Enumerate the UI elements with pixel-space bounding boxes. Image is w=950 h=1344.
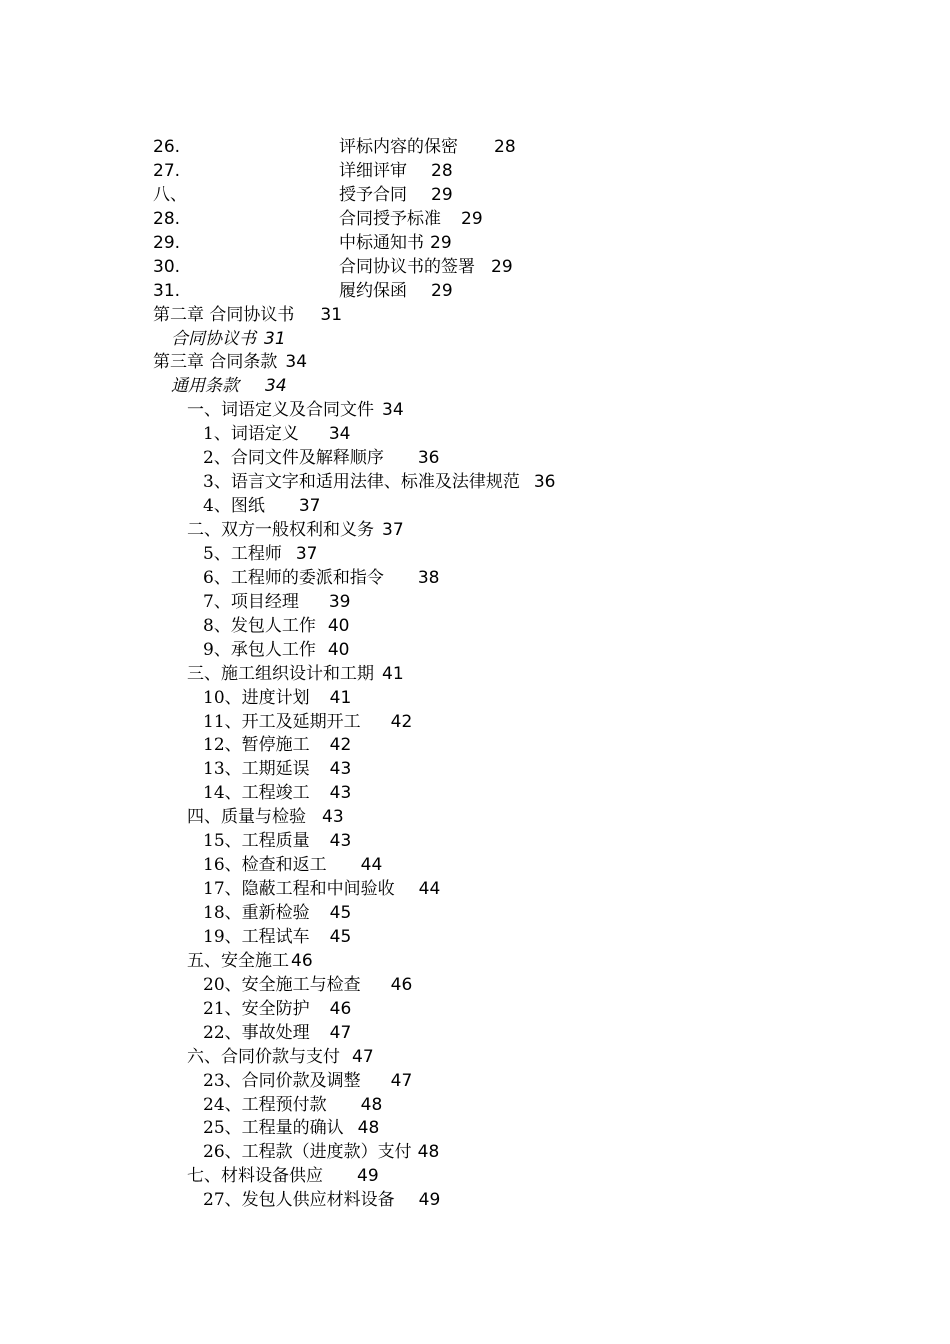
toc-entry-title: 9、承包人工作 [203, 639, 316, 660]
toc-entry[interactable] [153, 567, 873, 591]
toc-entry-title: 二、双方一般权利和义务 [187, 520, 374, 540]
toc-entry[interactable] [153, 687, 873, 711]
toc-entry[interactable] [153, 447, 873, 471]
toc-entry[interactable] [153, 878, 873, 902]
toc-entry-title: 通用条款 [171, 376, 239, 397]
toc-entry-number: 八、 [153, 184, 187, 205]
toc-entry-title: 合同授予标准 [339, 208, 441, 229]
toc-entry-page-number: 39 [328, 591, 351, 612]
toc-entry[interactable] [153, 950, 873, 974]
toc-entry-title: 10、进度计划 [203, 687, 310, 708]
toc-entry-page-number: 44 [418, 879, 441, 900]
toc-entry-title: 1、词语定义 [203, 424, 299, 445]
toc-entry-page-number: 47 [390, 1070, 413, 1091]
toc-entry-page-number: 34 [285, 352, 308, 373]
toc-entry-number: 30. [153, 256, 181, 277]
toc-entry-page-number: 31 [320, 304, 343, 325]
toc-entry-page-number: 43 [322, 807, 344, 828]
toc-entry-page-number: 40 [327, 615, 350, 636]
toc-entry-title: 一、词语定义及合同文件 [187, 400, 374, 421]
toc-entry-page-number: 42 [390, 711, 413, 732]
toc-entry-title: 履约保函 [339, 280, 407, 301]
toc-entry-number: 27. [153, 160, 181, 181]
toc-entry[interactable] [153, 399, 873, 423]
toc-entry[interactable] [153, 328, 873, 352]
toc-entry[interactable] [153, 1022, 873, 1046]
toc-entry-page-number: 36 [417, 448, 440, 469]
toc-entry[interactable] [153, 711, 873, 735]
toc-entry[interactable] [153, 734, 873, 758]
toc-entry-page-number: 29 [430, 232, 452, 253]
toc-entry-page-number: 29 [431, 184, 453, 205]
toc-entry-number: 26. [153, 137, 181, 157]
toc-entry[interactable] [153, 830, 873, 854]
toc-entry-title: 中标通知书 [339, 232, 424, 253]
toc-entry[interactable] [153, 758, 873, 782]
toc-entry[interactable] [153, 304, 873, 328]
toc-entry-title: 七、材料设备供应 [187, 1166, 323, 1187]
toc-entry-page-number: 48 [417, 1142, 440, 1163]
toc-entry-title: 五、安全施工 [187, 950, 289, 971]
toc-entry[interactable] [153, 471, 873, 495]
toc-entry[interactable] [153, 782, 873, 806]
toc-entry[interactable] [153, 351, 873, 375]
toc-entry[interactable] [153, 256, 873, 280]
toc-entry[interactable] [153, 232, 873, 256]
toc-entry[interactable] [153, 1046, 873, 1070]
toc-entry-title: 7、项目经理 [203, 591, 299, 612]
toc-entry-page-number: 48 [360, 1094, 383, 1115]
toc-entry-title: 15、工程质量 [203, 831, 310, 852]
toc-entry[interactable] [153, 854, 873, 878]
toc-entry-page-number: 48 [357, 1118, 380, 1139]
toc-entry[interactable] [153, 375, 873, 399]
toc-entry-page-number: 46 [390, 974, 413, 995]
toc-entry-title: 2、合同文件及解释顺序 [203, 448, 384, 469]
toc-entry-page-number: 28 [494, 137, 516, 157]
toc-entry[interactable] [153, 136, 873, 160]
toc-entry-page-number: 49 [357, 1166, 379, 1187]
toc-entry[interactable] [153, 160, 873, 184]
toc-entry-title: 11、开工及延期开工 [203, 711, 361, 732]
toc-entry[interactable] [153, 615, 873, 639]
toc-entry-number: 28. [153, 208, 181, 229]
toc-entry-page-number: 29 [431, 280, 453, 301]
toc-entry-page-number: 49 [418, 1190, 441, 1211]
toc-entry-page-number: 34 [382, 400, 404, 421]
toc-entry[interactable] [153, 495, 873, 519]
toc-entry-number: 31. [153, 280, 181, 301]
toc-entry-page-number: 46 [291, 950, 313, 971]
toc-entry-page-number: 37 [382, 520, 404, 540]
toc-entry-page-number: 31 [264, 328, 286, 349]
toc-entry-page-number: 37 [295, 543, 318, 564]
toc-entry-page-number: 36 [533, 472, 556, 493]
toc-entry-title: 评标内容的保密 [339, 137, 458, 157]
toc-entry-title: 14、工程竣工 [203, 783, 310, 804]
toc-entry-page-number: 42 [329, 735, 352, 756]
toc-entry-title: 8、发包人工作 [203, 615, 316, 636]
toc-entry-page-number: 47 [352, 1046, 374, 1067]
toc-entry-number: 29. [153, 232, 181, 253]
toc-entry-page-number: 38 [417, 567, 440, 588]
toc-entry-page-number: 44 [360, 855, 383, 876]
toc-entry-title: 第二章 合同协议书 [153, 304, 295, 325]
toc-entry-page-number: 43 [329, 783, 352, 804]
toc-entry[interactable] [153, 543, 873, 567]
toc-entry-title: 19、工程试车 [203, 926, 310, 947]
toc-entry-page-number: 41 [329, 687, 352, 708]
toc-entry-page-number: 43 [329, 831, 352, 852]
toc-entry[interactable] [153, 280, 873, 304]
toc-entry[interactable] [153, 519, 873, 543]
toc-entry-title: 25、工程量的确认 [203, 1118, 344, 1139]
toc-entry[interactable] [153, 591, 873, 615]
toc-entry[interactable] [153, 184, 873, 208]
toc-entry-title: 6、工程师的委派和指令 [203, 567, 384, 588]
toc-entry-title: 23、合同价款及调整 [203, 1070, 361, 1091]
toc-entry-title: 17、隐蔽工程和中间验收 [203, 879, 395, 900]
toc-entry[interactable] [153, 926, 873, 950]
toc-entry-page-number: 34 [328, 424, 351, 445]
toc-entry-title: 授予合同 [339, 184, 407, 205]
toc-entry-title: 16、检查和返工 [203, 855, 327, 876]
toc-entry[interactable] [153, 1189, 873, 1213]
table-of-contents [153, 136, 873, 1213]
toc-entry-title: 详细评审 [339, 160, 407, 181]
toc-entry-title: 合同协议书的签署 [339, 256, 475, 277]
toc-entry-page-number: 40 [327, 639, 350, 660]
toc-entry-title: 三、施工组织设计和工期 [187, 663, 374, 684]
toc-entry[interactable] [153, 1141, 873, 1165]
toc-entry-page-number: 29 [461, 208, 483, 229]
toc-entry[interactable] [153, 663, 873, 687]
toc-entry-title: 27、发包人供应材料设备 [203, 1190, 395, 1211]
toc-entry[interactable] [153, 423, 873, 447]
toc-entry[interactable] [153, 639, 873, 663]
toc-entry[interactable] [153, 974, 873, 998]
toc-entry[interactable] [153, 902, 873, 926]
toc-entry-title: 3、语言文字和适用法律、标准及法律规范 [203, 472, 520, 493]
toc-entry[interactable] [153, 1094, 873, 1118]
toc-entry-title: 26、工程款（进度款）支付 [203, 1142, 412, 1163]
toc-entry[interactable] [153, 1070, 873, 1094]
toc-entry-page-number: 34 [265, 376, 287, 397]
toc-entry-title: 合同协议书 [171, 328, 256, 349]
toc-entry-page-number: 45 [329, 926, 352, 947]
toc-entry[interactable] [153, 1165, 873, 1189]
toc-entry[interactable] [153, 806, 873, 830]
toc-entry-title: 第三章 合同条款 [153, 352, 278, 373]
toc-entry-title: 4、图纸 [203, 496, 265, 517]
toc-entry-page-number: 41 [382, 663, 404, 684]
toc-entry[interactable] [153, 1117, 873, 1141]
toc-entry-page-number: 45 [329, 903, 352, 923]
toc-entry-title: 5、工程师 [203, 543, 282, 564]
toc-entry-title: 12、暂停施工 [203, 735, 310, 756]
toc-entry-title: 四、质量与检验 [187, 807, 306, 828]
toc-entry-title: 18、重新检验 [203, 903, 310, 923]
toc-entry-page-number: 28 [431, 160, 453, 181]
toc-entry[interactable] [153, 208, 873, 232]
toc-entry-page-number: 46 [329, 998, 352, 1019]
toc-entry-page-number: 47 [329, 1022, 352, 1043]
toc-entry-title: 20、安全施工与检查 [203, 974, 361, 995]
toc-entry[interactable] [153, 998, 873, 1022]
toc-entry-title: 22、事故处理 [203, 1022, 310, 1043]
toc-entry-title: 21、安全防护 [203, 998, 310, 1019]
toc-entry-title: 六、合同价款与支付 [187, 1046, 340, 1067]
toc-entry-page-number: 29 [491, 256, 513, 277]
toc-entry-title: 24、工程预付款 [203, 1094, 327, 1115]
toc-entry-page-number: 37 [298, 496, 321, 517]
toc-entry-title: 13、工期延误 [203, 759, 310, 780]
toc-entry-page-number: 43 [329, 759, 352, 780]
